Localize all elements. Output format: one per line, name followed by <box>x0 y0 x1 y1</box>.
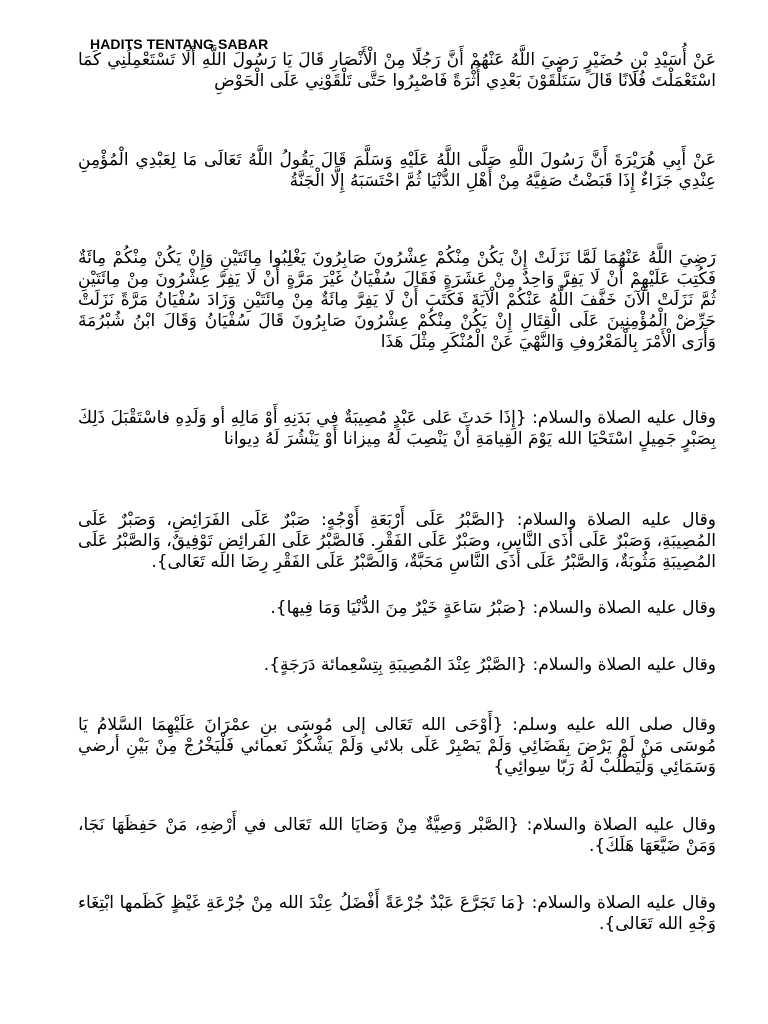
hadith-paragraph-8: وقال صلى الله عليه وسلم: {أَوْحَى الله تَعَالى إلى مُوسَى بنِ عمْرَانَ عَلَيْهِمَا السَّلامُ يَا مُوسَى مَنْ لَمْ يَرْضَ بِقَضَائِي وَلَمْ يَصْبِرْ عَلَى بلائي وَلَمْ يَشْكُرْ نَعمائي فَلْيَخْرُجْ مِنْ بَيْنِ أرضي وَسَمَائِي وَلْيَطْلُبْ لَهُ رَبّا سِوائِي} <box>78 715 716 777</box>
hadith-paragraph-9: وقال عليه الصلاة والسلام: {الصَّبْر وَصِيَّةٌ مِنْ وَصَايَا الله تَعَالى في أَرْضِهِ، مَنْ حَفِظَهَا نَجَا، وَمَنْ ضَيَّعَهَا هَلَكَ}. <box>78 815 716 856</box>
hadith-paragraph-1: عَنْ أُسَيْدِ بْنِ حُضَيْرٍ رَضِيَ اللَّهُ عَنْهُمْ أَنَّ رَجُلًا مِنْ الْأَنْصَارِ قَالَ يَا رَسُولَ اللَّهِ أَلَا تَسْتَعْمِلُنِي كَمَا اسْتَعْمَلْتَ فُلَانًا قَالَ سَتَلْقَوْنَ بَعْدِي أُثْرَةً فَاصْبِرُوا حَتَّى تَلْقَوْنِي عَلَى الْحَوْضِ <box>78 50 716 91</box>
document-title: HADITS TENTANG SABAR <box>90 36 269 52</box>
hadith-paragraph-7: وقال عليه الصلاة والسلام: {الصَّبْرُ عِنْدَ المُصِيبَةِ بِتِسْعِمائة دَرَجَةٍ}. <box>263 655 716 675</box>
hadith-paragraph-3: رَضِيَ اللَّهُ عَنْهُمَا لَمَّا نَزَلَتْ إِنْ يَكُنْ مِنْكُمْ عِشْرُونَ صَابِرُونَ يَغْلِبُوا مِائَتَيْنِ وَإِنْ يَكُنْ مِنْكُمْ مِائَةٌ فَكُتِبَ عَلَيْهِمْ أَنْ لَا يَفِرَّ وَاحِدٌ مِنْ عَشَرَةٍ فَقَالَ سُفْيَانُ غَيْرَ مَرَّةٍ أَنْ لَا يَفِرَّ عِشْرُونَ مِنْ مِائَتَيْنِ ثُمَّ نَزَلَتْ الْآنَ خَفَّفَ اللَّهُ عَنْكُمْ الْآيَةَ فَكَتَبَ أَنْ لَا يَفِرَّ مِائَةٌ مِنْ مِائَتَيْنِ وَزَادَ سُفْيَانُ مَرَّةً نَزَلَتْ حَرِّضْ الْمُؤْمِنِينَ عَلَى الْقِتَالِ إِنْ يَكُنْ مِنْكُمْ عِشْرُونَ صَابِرُونَ قَالَ سُفْيَانُ وَقَالَ ابْنُ شُبْرُمَةَ وَأَرَى الْأَمْرَ بِالْمَعْرُوفِ وَالنَّهْيَ عَنْ الْمُنْكَرِ مِثْلَ هَذَا <box>78 248 716 352</box>
hadith-paragraph-5: وقال عليه الصلاة والسلام: {الصَّبْرُ عَلَى أَرْبَعَةِ أَوْجُهٍ: صَبْرٌ عَلَى الفَرَائِضِ، وَصَبْرٌ عَلَى المُصِيبَةِ، وَصَبْرٌ عَلَى أَذَى النَّاسِ، وصَبْرٌ عَلَى الفَقْرِ. فَالصَّبْرُ عَلَى الفَرائِضِ تَوْفِيقٌ، وَالصَّبْرُ عَلَى المُصِيبَةِ مَثُوبَةٌ، وَالصَّبْرُ عَلَى أَذَى النَّاسِ مَحَبَّةٌ، وَالصَّبْرُ عَلَى الفَقْرِ رِضَا الله تَعَالى}. <box>78 510 716 572</box>
hadith-paragraph-4: وقال عليه الصلاة والسلام: {إِذَا حَدثَ عَلى عَبْدٍ مُصِيبَةٌ في بَدَنِهِ أَوْ مَالِهِ أو وَلَدِهِ فاسْتَقْبَلَ ذَلِكَ بِصَبْرٍ جَمِيلٍ اسْتَحْيَا الله يَوْمَ القِيامَةِ أَنْ يَنْصِبَ لَهُ مِيزانا أَوْ يَنْشُرَ لَهُ دِيوانا <box>78 408 716 449</box>
hadith-paragraph-10: وقال عليه الصلاة والسلام: {مَا تَجَرَّعَ عَبْدٌ جُرْعَةً أَفْضَلُ عِنْدَ الله مِنْ جُرْعَةِ غَيْظٍ كَظَمها ابْتِغَاء وَجْهِ الله تَعَالى}. <box>78 893 716 934</box>
hadith-paragraph-2: عَنْ أَبِي هُرَيْرَةَ أَنَّ رَسُولَ اللَّهِ صَلَّى اللَّهُ عَلَيْهِ وَسَلَّمَ قَالَ يَقُولُ اللَّهُ تَعَالَى مَا لِعَبْدِي الْمُؤْمِنِ عِنْدِي جَزَاءٌ إِذَا قَبَضْتُ صَفِيَّهُ مِنْ أَهْلِ الدُّنْيَا ثُمَّ احْتَسَبَهُ إِلَّا الْجَنَّةُ <box>78 150 716 191</box>
hadith-paragraph-6: وقال عليه الصلاة والسلام: {صَبْرُ سَاعَةٍ خَيْرٌ مِنَ الدُّنْيَا وَمَا فِيها}. <box>270 598 716 618</box>
